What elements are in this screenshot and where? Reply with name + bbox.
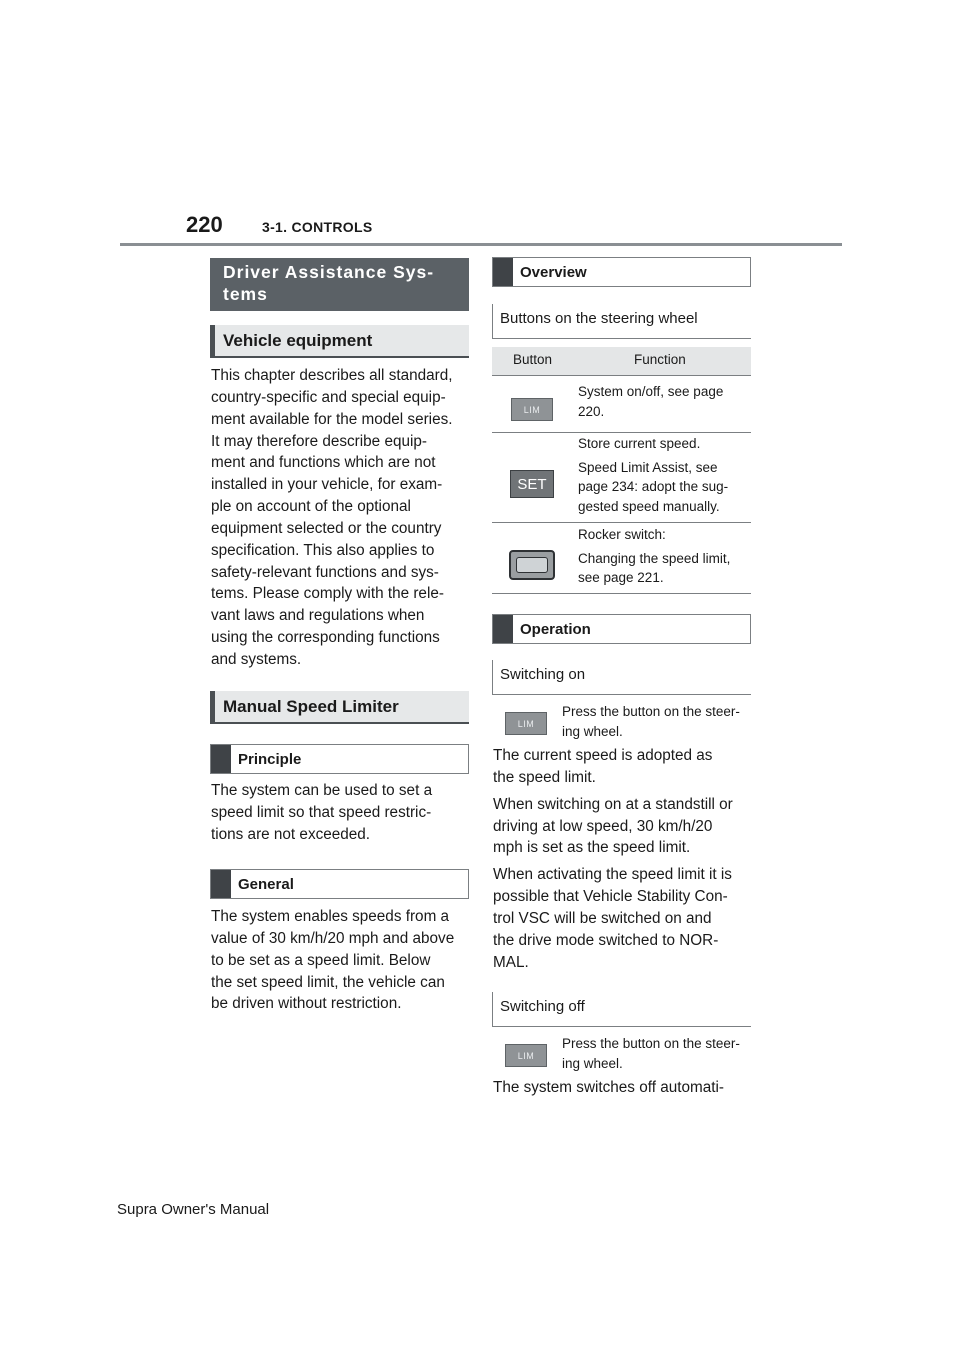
text-line: be driven without restriction. <box>211 995 402 1013</box>
switching-off-note <box>562 1034 757 1073</box>
text-line: using the corresponding functions <box>211 629 440 647</box>
text-line: Changing the speed limit, see page 221. <box>578 550 731 585</box>
table-row <box>492 433 751 523</box>
lim-button-icon: LIM <box>505 712 547 735</box>
text-line: possible that Vehicle Stability Con- <box>493 888 728 906</box>
paragraph <box>493 794 755 860</box>
text-line: the drive mode switched to NOR- <box>493 931 719 949</box>
text-line: the set speed limit, the vehicle can <box>211 973 445 991</box>
text-line: ing wheel. <box>562 1055 623 1071</box>
text-line: ple on account of the optional <box>211 498 411 516</box>
paragraph <box>493 1077 755 1099</box>
set-button-icon: SET <box>510 470 554 498</box>
rocker-switch-icon <box>509 550 555 580</box>
text-line: Store current speed. <box>578 436 701 451</box>
switching-off-text <box>493 1077 755 1104</box>
vehicle-equipment-heading: Vehicle equipment <box>210 325 469 358</box>
heading-marker <box>493 615 513 643</box>
text-line: The system switches off automati- <box>493 1079 724 1096</box>
steering-buttons-subheading: Buttons on the steering wheel <box>492 304 751 339</box>
overview-heading-label: Overview <box>520 263 587 281</box>
general-text <box>211 906 473 1015</box>
text-line: trol VSC will be switched on and <box>493 909 712 927</box>
lim-button-icon: LIM <box>511 398 553 421</box>
lim-button-icon: LIM <box>505 1044 547 1067</box>
text-line: specification. This also applies to <box>211 541 435 559</box>
text-line: This chapter describes all standard, <box>211 367 453 384</box>
column-header-button: Button <box>513 352 553 367</box>
principle-text <box>211 780 473 846</box>
general-heading <box>210 869 469 899</box>
text-line: safety-relevant functions and sys- <box>211 563 439 581</box>
header-rule <box>120 243 842 246</box>
section-title: 3-1. CONTROLS <box>262 219 373 235</box>
heading-marker <box>211 870 231 898</box>
general-heading-label: General <box>238 875 294 893</box>
text-line: value of 30 km/h/20 mph and above <box>211 929 455 947</box>
text-line: to be set as a speed limit. Below <box>211 951 431 969</box>
function-cell <box>578 434 750 520</box>
text-line: and systems. <box>211 650 302 668</box>
text-line: speed limit so that speed restric- <box>211 803 432 821</box>
principle-heading <box>210 744 469 774</box>
manual-speed-limiter-heading: Manual Speed Limiter <box>210 691 469 724</box>
table-row <box>492 376 751 433</box>
text-line: mph is set as the speed limit. <box>493 839 691 857</box>
function-cell <box>578 525 750 592</box>
text-line: Speed Limit Assist, see page 234: adopt the sug-gested speed manually. <box>578 459 729 514</box>
text-line: the speed limit. <box>493 768 596 786</box>
heading-marker <box>211 745 231 773</box>
text-line: The system can be used to set a <box>211 782 433 799</box>
text-line: MAL. <box>493 953 529 971</box>
text-line: Press the button on the steer- <box>562 1036 740 1051</box>
text-line: tems. Please comply with the rele- <box>211 585 444 603</box>
text-line: country-specific and special equip- <box>211 388 446 406</box>
text-line: installed in your vehicle, for exam- <box>211 476 443 494</box>
column-header-function: Function <box>634 352 686 367</box>
text-line: driving at low speed, 30 km/h/20 <box>493 817 713 835</box>
text-line: System on/off, see page <box>578 384 724 399</box>
switching-on-text <box>493 745 755 978</box>
text-line: Press the button on the steer- <box>562 704 740 719</box>
chapter-title: Driver Assistance Sys- tems <box>210 258 469 311</box>
footer-text: Supra Owner's Manual <box>117 1201 270 1218</box>
operation-heading-label: Operation <box>520 620 591 638</box>
function-cell <box>578 382 750 421</box>
text-line: equipment selected or the country <box>211 519 442 537</box>
text-line: When switching on at a standstill or <box>493 795 733 813</box>
text-line: 220. <box>578 403 605 419</box>
text-line: vant laws and regulations when <box>211 607 425 625</box>
text-line: ing wheel. <box>562 723 623 739</box>
table-header <box>492 347 751 376</box>
switching-off-subheading: Switching off <box>492 992 751 1027</box>
text-line: Rocker switch: <box>578 527 666 542</box>
paragraph <box>493 745 755 789</box>
switching-on-note <box>562 702 757 741</box>
text-line: The current speed is adopted as <box>493 747 713 764</box>
text-line: tions are not exceeded. <box>211 825 371 843</box>
paragraph <box>493 864 755 973</box>
table-row <box>492 523 751 594</box>
operation-heading <box>492 614 751 644</box>
principle-heading-label: Principle <box>238 750 302 768</box>
overview-heading <box>492 257 751 287</box>
switching-on-subheading: Switching on <box>492 660 751 695</box>
text-line: It may therefore describe equip- <box>211 432 427 450</box>
text-line: When activating the speed limit it is <box>493 866 732 884</box>
heading-marker <box>493 258 513 286</box>
vehicle-equipment-text <box>211 365 473 671</box>
page-number: 220 <box>186 212 223 237</box>
text-line: The system enables speeds from a <box>211 908 450 925</box>
text-line: ment and functions which are not <box>211 454 436 472</box>
text-line: ment available for the model series. <box>211 410 453 428</box>
